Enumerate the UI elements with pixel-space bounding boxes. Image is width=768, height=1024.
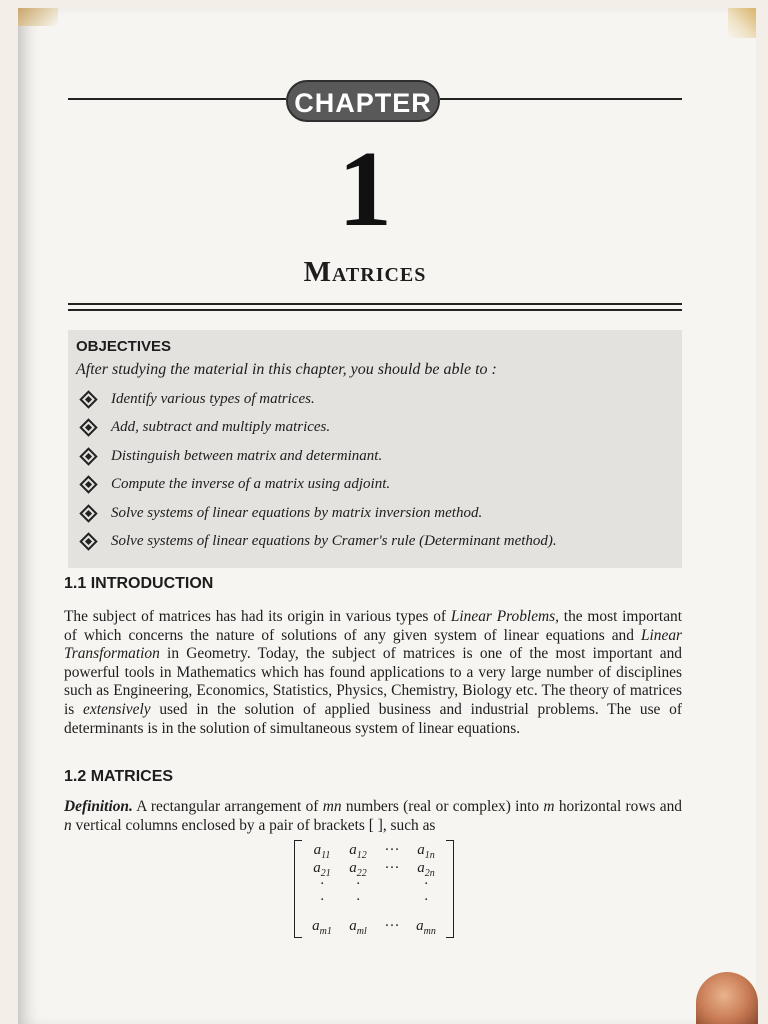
entry-symbol: a bbox=[416, 918, 424, 934]
emphasis-text: mn bbox=[322, 798, 342, 815]
matrix-entry bbox=[304, 842, 340, 861]
emphasis-text: m bbox=[543, 798, 555, 815]
entry-symbol: a bbox=[349, 918, 357, 934]
matrix-entry bbox=[408, 918, 444, 937]
page-corner-shadow bbox=[18, 8, 58, 26]
entry-symbol: a bbox=[417, 860, 425, 876]
matrix-row bbox=[304, 918, 444, 937]
entry-symbol: a bbox=[312, 918, 320, 934]
diamond-bullet-icon bbox=[79, 447, 97, 465]
objective-item bbox=[76, 385, 674, 414]
emphasis-text: extensively bbox=[83, 700, 151, 718]
definition-paragraph bbox=[64, 798, 682, 835]
entry-symbol: a bbox=[313, 842, 322, 858]
text-run: the most important of which concerns the nature of solutions of any given system of linear equations and bbox=[64, 608, 682, 644]
text-run: numbers (real or complex) into bbox=[341, 798, 544, 815]
text-run: A rectangular arrangement of bbox=[132, 798, 323, 815]
right-bracket bbox=[446, 840, 454, 938]
matrix-ellipsis: ··· bbox=[384, 918, 400, 934]
section-heading-matrices: 1.2 MATRICES bbox=[64, 768, 174, 785]
page-corner-shadow bbox=[728, 8, 756, 38]
objective-item bbox=[76, 414, 674, 443]
objective-text: Add, subtract and multiply matrices. bbox=[111, 419, 331, 436]
text-run: horizontal rows and bbox=[554, 798, 682, 815]
entry-subscript: 21 bbox=[320, 868, 331, 879]
text-run: used in the solution of applied business and industrial problems. The use of determinants is in the solution of simultaneous system of linear equations. bbox=[64, 700, 682, 737]
objective-text: Solve systems of linear equations by matrix inversion method. bbox=[111, 504, 483, 521]
emphasis-text: n bbox=[64, 816, 72, 834]
chapter-rule-left bbox=[68, 98, 286, 100]
objective-item bbox=[76, 499, 674, 528]
matrix-entry bbox=[340, 842, 376, 861]
entry-subscript: 1n bbox=[424, 850, 435, 861]
matrix-entry bbox=[340, 918, 376, 937]
matrix-ellipsis: ··· bbox=[384, 860, 400, 876]
vertical-dot: · bbox=[356, 876, 360, 892]
emphasis-text: Linear Transformation bbox=[64, 626, 682, 663]
objectives-intro: After studying the material in this chapter, you should be able to : bbox=[76, 361, 497, 378]
entry-subscript: m1 bbox=[319, 926, 332, 937]
title-rule-top bbox=[68, 303, 682, 305]
left-bracket bbox=[294, 840, 302, 938]
matrix-ellipsis: ··· bbox=[384, 842, 400, 858]
emphasis-text: Linear Problems, bbox=[450, 608, 559, 625]
text-run: The subject of matrices has had its origin in various types of bbox=[64, 608, 451, 625]
matrix-vdots-row bbox=[304, 876, 444, 893]
diamond-bullet-icon bbox=[79, 476, 97, 494]
objective-item bbox=[76, 528, 674, 557]
diamond-bullet-icon bbox=[79, 504, 97, 522]
introduction-paragraph bbox=[64, 608, 682, 738]
spacer bbox=[376, 876, 408, 893]
vertical-dot: · bbox=[424, 892, 428, 908]
definition-label: Definition. bbox=[64, 798, 133, 815]
diamond-bullet-icon bbox=[79, 390, 97, 408]
entry-symbol: a bbox=[349, 842, 357, 858]
entry-subscript: ml bbox=[356, 926, 367, 937]
objective-text: Identify various types of matrices. bbox=[111, 390, 315, 407]
entry-subscript: 12 bbox=[356, 850, 367, 861]
entry-symbol: a bbox=[349, 860, 357, 876]
vertical-dot: · bbox=[356, 892, 360, 908]
diamond-bullet-icon bbox=[79, 419, 97, 437]
title-rule-bottom bbox=[68, 309, 682, 311]
matrix-entry bbox=[408, 842, 444, 861]
text-run: vertical columns enclosed by a pair of brackets [ ], such as bbox=[71, 816, 436, 834]
spacer bbox=[376, 892, 408, 909]
chapter-badge: CHAPTER bbox=[286, 80, 440, 122]
objectives-box bbox=[68, 330, 682, 568]
chapter-number: 1 bbox=[338, 130, 392, 249]
objective-text: Distinguish between matrix and determinant. bbox=[111, 447, 383, 464]
objective-text: Compute the inverse of a matrix using adjoint. bbox=[111, 476, 391, 493]
matrix-row bbox=[304, 842, 444, 861]
objectives-heading: OBJECTIVES bbox=[76, 338, 172, 355]
objective-text: Solve systems of linear equations by Cramer's rule (Determinant method). bbox=[111, 533, 557, 550]
matrix-entry bbox=[304, 918, 340, 937]
entry-subscript: 22 bbox=[356, 868, 367, 879]
entry-subscript: 2n bbox=[424, 868, 435, 879]
objective-item bbox=[76, 442, 674, 471]
text-run: in Geometry. Today, the subject of matrices is one of the most important and powerful tools in Mathematics which has found applications to a very large number of disciplines such as Engineering, Economics, Statistics, Physics, Chemistry, Biology etc. The theory of matrices is bbox=[64, 645, 682, 718]
matrix-vdots-row bbox=[304, 892, 444, 909]
entry-subscript: 11 bbox=[321, 850, 331, 861]
entry-subscript: mn bbox=[423, 926, 436, 937]
vertical-dot: · bbox=[320, 892, 324, 908]
chapter-title: Matrices bbox=[303, 256, 427, 288]
chapter-rule-right bbox=[440, 98, 682, 100]
diamond-bullet-icon bbox=[79, 533, 97, 551]
entry-symbol: a bbox=[313, 860, 321, 876]
objective-item bbox=[76, 471, 674, 500]
vertical-dot: · bbox=[320, 876, 324, 892]
vertical-dot: · bbox=[424, 876, 428, 892]
matrix-display bbox=[294, 838, 454, 938]
section-heading-introduction: 1.1 INTRODUCTION bbox=[64, 575, 214, 592]
entry-symbol: a bbox=[417, 842, 425, 858]
